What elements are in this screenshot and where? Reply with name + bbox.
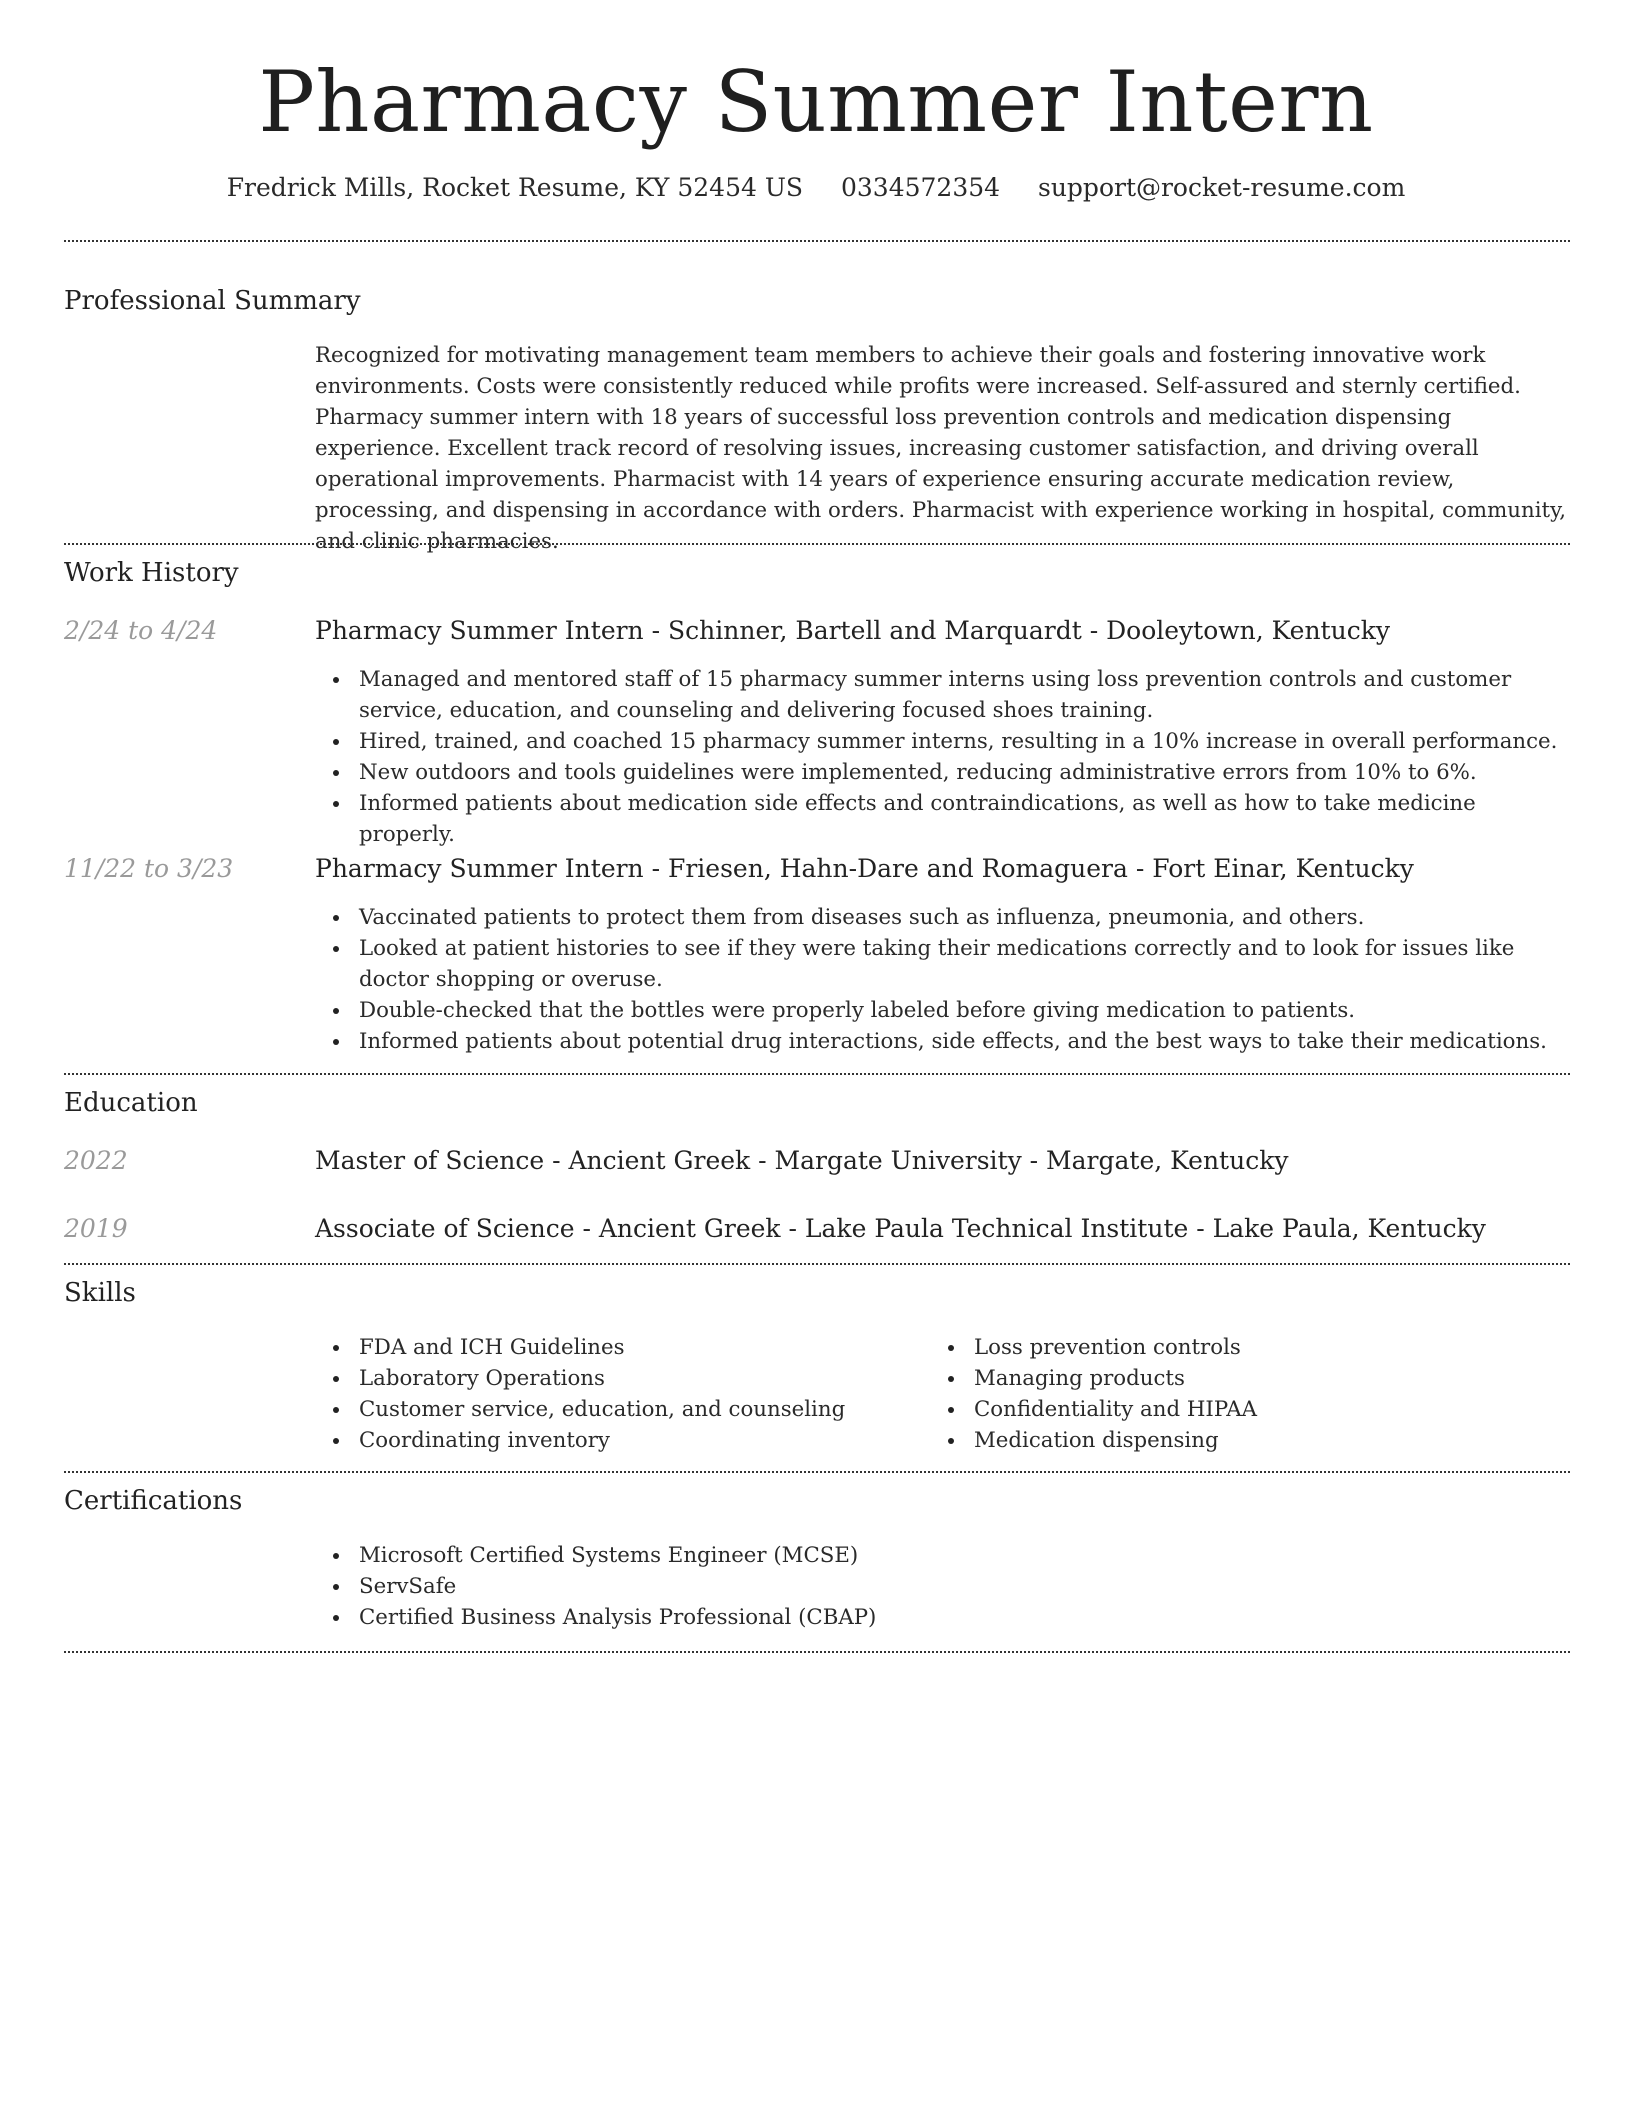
list-item: Customer service, education, and counseling xyxy=(315,1394,915,1425)
list-item: Looked at patient histories to see if they were taking their medications correctly and to look for issues like doctor shopping or overuse. xyxy=(315,933,1575,995)
work-history-heading: Work History xyxy=(64,558,239,588)
job-details: - Schinner, Bartell and Marquardt - Dooleytown, Kentucky xyxy=(643,616,1390,645)
education-year: 2022 xyxy=(64,1146,128,1175)
skills-heading: Skills xyxy=(64,1278,136,1308)
list-item: Loss prevention controls xyxy=(930,1332,1530,1363)
education-degree: Associate of Science - Ancient Greek xyxy=(315,1214,781,1243)
summary-text: Recognized for motivating management team members to achieve their goals and fostering innovative work environments. Costs were consistently reduced while profits were increased. Self-assured and sternly certified. Pharmacy summer intern with 18 years of successful loss prevention controls and medication dispensing experience. Excellent track record of resolving issues, increasing customer satisfaction, and driving overall operational improvements. Pharmacist with 14 years of experience ensuring accurate medication review, processing, and dispensing in accordance with orders. Pharmacist with experience working in hospital, community, and clinic pharmacies. xyxy=(315,343,1567,554)
list-item: Vaccinated patients to protect them from diseases such as influenza, pneumonia, and others. xyxy=(315,902,1575,933)
job-details: - Friesen, Hahn-Dare and Romaguera - Fort Einar, Kentucky xyxy=(643,854,1414,883)
section-divider xyxy=(64,240,1570,242)
job-bullet-list xyxy=(315,664,1575,850)
skills-list-left xyxy=(315,1332,915,1456)
list-item: Laboratory Operations xyxy=(315,1363,915,1394)
list-item: New outdoors and tools guidelines were implemented, reducing administrative errors from 10% to 6%. xyxy=(315,757,1575,788)
list-item: Confidentiality and HIPAA xyxy=(930,1394,1530,1425)
section-divider xyxy=(64,543,1570,545)
job-header xyxy=(315,614,1390,648)
list-item: Certified Business Analysis Professional (CBAP) xyxy=(315,1602,1575,1633)
job-header xyxy=(315,852,1414,886)
list-item: FDA and ICH Guidelines xyxy=(315,1332,915,1363)
summary-heading: Professional Summary xyxy=(64,286,361,316)
contact-phone: 0334572354 xyxy=(840,173,1001,202)
education-year: 2019 xyxy=(64,1214,128,1243)
education-entry xyxy=(315,1144,1288,1178)
education-degree: Master of Science - Ancient Greek xyxy=(315,1146,751,1175)
list-item: ServSafe xyxy=(315,1571,1575,1602)
list-item: Coordinating inventory xyxy=(315,1425,915,1456)
education-details: - Margate University - Margate, Kentucky xyxy=(750,1146,1289,1175)
job-dates: 2/24 to 4/24 xyxy=(64,616,218,645)
job-bullet-list xyxy=(315,902,1575,1057)
list-item: Managing products xyxy=(930,1363,1530,1394)
list-item: Double-checked that the bottles were properly labeled before giving medication to patients. xyxy=(315,995,1575,1026)
job-dates: 11/22 to 3/23 xyxy=(64,854,234,883)
education-details: - Lake Paula Technical Institute - Lake Paula, Kentucky xyxy=(780,1214,1486,1243)
section-divider xyxy=(64,1263,1570,1265)
list-item: Microsoft Certified Systems Engineer (MCSE) xyxy=(315,1540,1575,1571)
job-role: Pharmacy Summer Intern xyxy=(315,616,644,645)
section-divider xyxy=(64,1073,1570,1075)
list-item: Medication dispensing xyxy=(930,1425,1530,1456)
job-role: Pharmacy Summer Intern xyxy=(315,854,644,883)
contact-line xyxy=(0,170,1632,206)
list-item: Hired, trained, and coached 15 pharmacy summer interns, resulting in a 10% increase in overall performance. xyxy=(315,726,1575,757)
list-item: Informed patients about potential drug interactions, side effects, and the best ways to take their medications. xyxy=(315,1026,1575,1057)
list-item: Managed and mentored staff of 15 pharmacy summer interns using loss prevention controls and customer service, education, and counseling and delivering focused shoes training. xyxy=(315,664,1575,726)
list-item: Informed patients about medication side effects and contraindications, as well as how to take medicine properly. xyxy=(315,788,1575,850)
education-heading: Education xyxy=(64,1088,198,1118)
contact-address: Fredrick Mills, Rocket Resume, KY 52454 US xyxy=(226,173,804,202)
skills-list-right xyxy=(930,1332,1530,1456)
education-entry xyxy=(315,1212,1486,1246)
resume-title: Pharmacy Summer Intern xyxy=(258,53,1374,151)
certifications-list xyxy=(315,1540,1575,1633)
certifications-heading: Certifications xyxy=(64,1486,243,1516)
section-divider xyxy=(64,1651,1570,1653)
section-divider xyxy=(64,1471,1570,1473)
contact-email: support@rocket-resume.com xyxy=(1038,173,1406,202)
